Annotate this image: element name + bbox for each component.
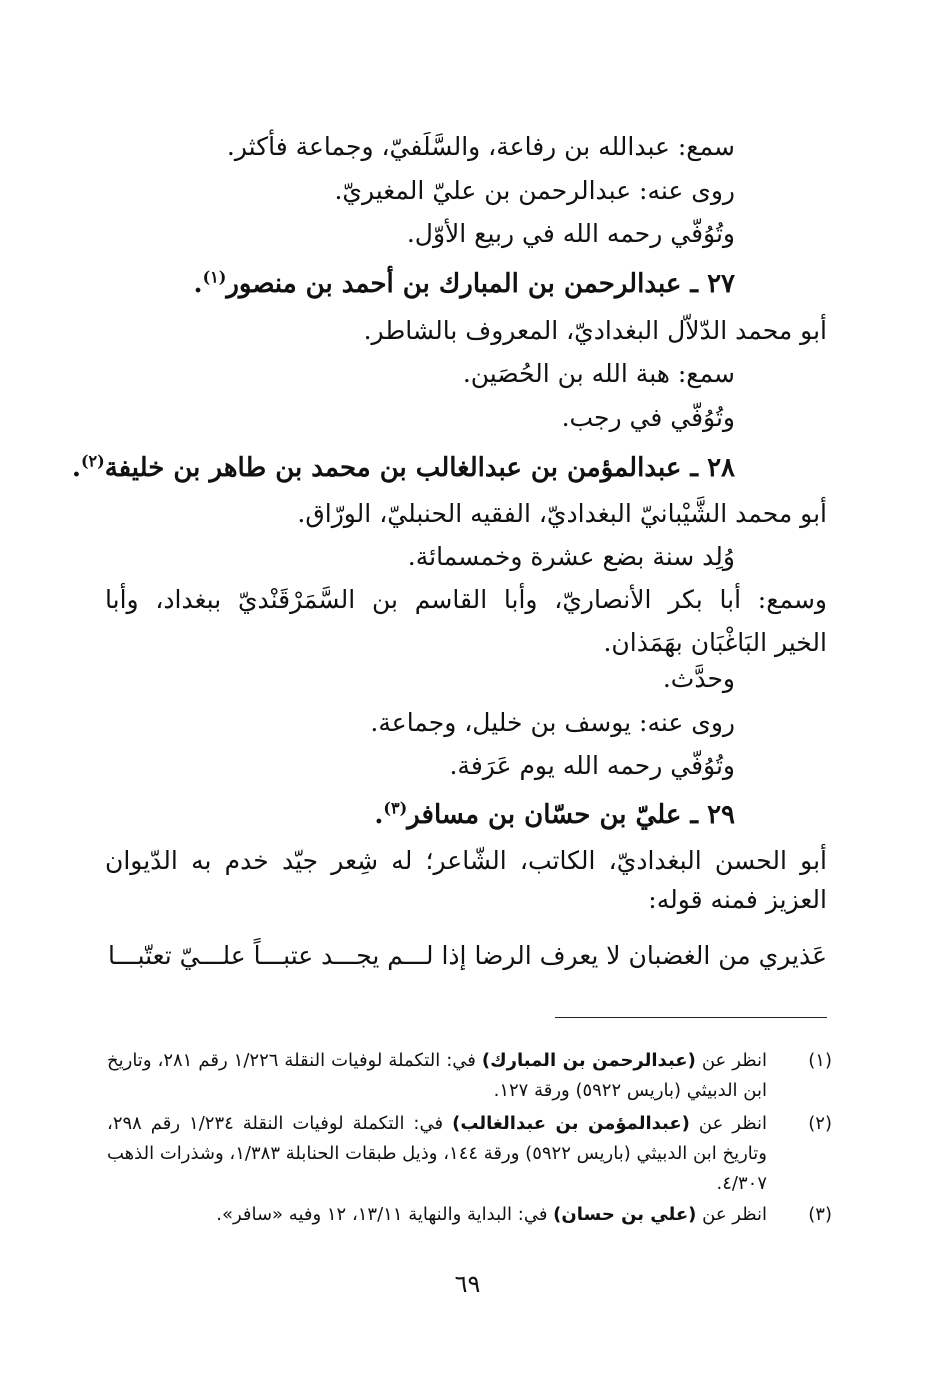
entry-end: .	[71, 453, 81, 483]
entry-number: ٢٨ ـ	[690, 453, 735, 483]
footnote-number: (٢)	[808, 1113, 832, 1134]
entry-heading	[72, 450, 735, 486]
entry-number: ٢٧ ـ	[690, 269, 735, 299]
footnote-subject: (علي بن حسان)	[553, 1204, 697, 1225]
footnote-ref: (١)	[202, 267, 227, 287]
entry-name: عليّ بن حسّان بن مسافر	[407, 800, 682, 830]
footnote-text	[107, 1200, 767, 1230]
footnote-ref: (٢)	[80, 451, 105, 471]
body-line: وتُوُفّي رحمه الله يوم عَرَفة.	[449, 751, 735, 780]
body-line: أبو الحسن البغداديّ، الكاتب، الشّاعر؛ له شِعر جيّد خدم به الدّيوان	[105, 846, 827, 875]
footnote-rest: في: التكملة لوفيات النقلة ١/٢٢٦ رقم ٢٨١، وتاريخ ابن الدبيثي (باريس ٥٩٢٢) ورقة ١٢٧.	[107, 1050, 767, 1101]
entry-heading	[374, 797, 735, 833]
body-line: الخير البَاغْبَان بهَمَذان.	[603, 628, 827, 657]
footnote-rest: في: البداية والنهاية ١٣/١١، ١٢ وفيه «سافر».	[216, 1204, 548, 1225]
footnote-subject: (عبدالمؤمن بن عبدالغالب)	[452, 1113, 690, 1134]
body-line: روى عنه: عبدالرحمن بن عليّ المغيريّ.	[334, 176, 735, 205]
body-line: سمع: هبة الله بن الحُصَين.	[462, 359, 735, 388]
body-line: وحدَّث.	[662, 664, 735, 693]
body-line: وُلِد سنة بضع عشرة وخمسمائة.	[407, 542, 735, 571]
footnote-text	[107, 1046, 767, 1106]
body-line: روى عنه: يوسف بن خليل، وجماعة.	[370, 708, 735, 737]
verse-first-hemistich: عَذيري من الغضبان لا يعرف الرضا	[474, 941, 827, 970]
entry-name: عبدالمؤمن بن عبدالغالب بن محمد بن طاهر بن خليفة	[104, 453, 682, 483]
entry-name: عبدالرحمن بن المبارك بن أحمد بن منصور	[226, 269, 682, 299]
page-number: ٦٩	[454, 1270, 481, 1298]
verse-second-hemistich: إذا لـــم يجـــد عتبـــاً علـــيّ تعتّبـــا	[108, 941, 467, 970]
body-line: وتُوُفّي في رجب.	[561, 403, 735, 432]
entry-heading	[194, 266, 735, 302]
footnote-rest: في: التكملة لوفيات النقلة ١/٢٣٤ رقم ٢٩٨، وتاريخ ابن الدبيثي (باريس ٥٩٢٢) ورقة ١٤٤، وذيل طبقات الحنابلة ١/٣٨٣، وشذرات الذهب ٤/٣٠٧.	[107, 1113, 767, 1194]
footnote-text	[107, 1109, 767, 1199]
body-line: وسمع: أبا بكر الأنصاريّ، وأبا القاسم بن السَّمَرْقَنْديّ ببغداد، وأبا	[105, 585, 827, 614]
footnote-prefix: انظر عن	[701, 1050, 768, 1071]
body-line: العزيز فمنه قوله:	[648, 885, 827, 914]
entry-end: .	[374, 800, 384, 830]
body-line: سمع: عبدالله بن رفاعة، والسَّلَفيّ، وجماعة فأكثر.	[226, 132, 735, 161]
footnote-number: (١)	[808, 1050, 832, 1071]
body-line: أبو محمد الدّلاّل البغداديّ، المعروف بالشاطر.	[363, 316, 827, 345]
entry-number: ٢٩ ـ	[690, 800, 735, 830]
footnote-separator	[555, 1017, 827, 1018]
footnote-number: (٣)	[808, 1204, 832, 1225]
body-line: وتُوُفّي رحمه الله في ربيع الأوّل.	[406, 219, 735, 248]
footnote-ref: (٣)	[383, 798, 408, 818]
footnote-prefix: انظر عن	[698, 1113, 768, 1134]
body-line: أبو محمد الشَّيْبانيّ البغداديّ، الفقيه الحنبليّ، الورّاق.	[297, 499, 827, 528]
footnote-prefix: انظر عن	[702, 1204, 767, 1225]
footnote-subject: (عبدالرحمن بن المبارك)	[481, 1050, 696, 1071]
entry-end: .	[193, 269, 203, 299]
